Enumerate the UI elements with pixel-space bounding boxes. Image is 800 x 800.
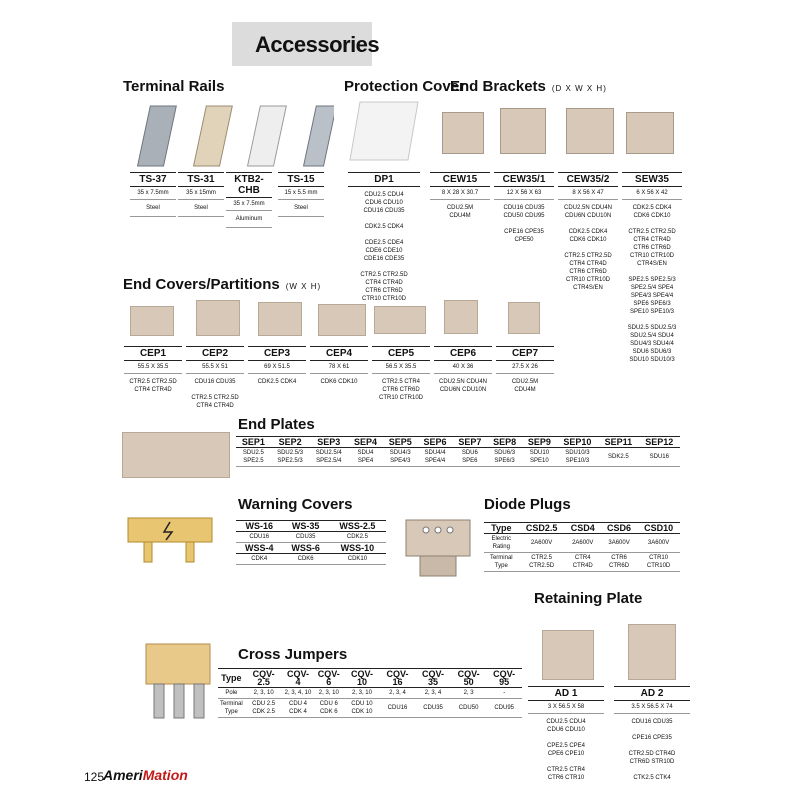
section-end-brackets: End Brackets (D X W X H)	[450, 78, 607, 95]
table-cell: CDK10	[329, 554, 386, 565]
bracket-1-label: CEW15	[430, 172, 490, 187]
section-diode-plugs: Diode Plugs	[484, 496, 571, 513]
end-covers-dimension-note: (W X H)	[285, 282, 322, 291]
table-header-cell: WSS-10	[329, 543, 386, 554]
rail-1-dimensions: 35 x 7.5mm	[130, 187, 176, 200]
end-cover-1-label: CEP1	[124, 346, 182, 361]
end-plate-image	[122, 432, 230, 478]
cew35-2-image	[566, 108, 614, 154]
end-cover-6-column	[434, 346, 492, 394]
row-label: Electric Rating	[484, 534, 519, 553]
end-cover-3-column	[248, 346, 306, 386]
rail-2-material: Steel	[178, 200, 224, 217]
end-cover-1-dimensions: 55.5 X 35.5	[124, 361, 182, 374]
table-cell: 2, 3	[451, 688, 487, 699]
table-cell: CDU35	[282, 532, 328, 543]
bracket-2-codes: CDU16 CDU35 CDU50 CDU95 CPE16 CPE35 CPE50	[503, 205, 545, 243]
bracket-3-label: CEW35/2	[558, 172, 618, 187]
end-cover-4-column	[310, 346, 368, 386]
end-brackets-dimension-note: (D X W X H)	[551, 84, 607, 93]
retaining-plate-1-dimensions: 3 X 56.5 X 58	[528, 701, 604, 714]
table-header-cell: CQV-2.5	[245, 669, 283, 688]
sew35-image	[626, 112, 674, 154]
rail-1-label: TS-37	[130, 172, 176, 187]
bracket-2-column	[494, 172, 554, 244]
bracket-2-dimensions: 12 X 56 X 63	[494, 187, 554, 200]
table-cell: SDU10/3 SPE10/3	[557, 448, 598, 467]
rail-4-column	[278, 172, 324, 217]
table-cell: 2, 3, 4	[415, 688, 451, 699]
bracket-4-codes: CDK2.5 CDK4 CDK6 CDK10 CTR2.5 CTR2.5D CTR4 CTR4D CTR6 CTR6D CTR10 CTR10D CTR4S/EN SPE2.5 SPE2.5/3 SPE2.5/4 SPE4 SPE4/3 SPE4/4 SPE6 SPE6/3 SPE10 SPE10/3 SDU2.5 SDU2.5/3 SDU2.5/4 SDU4 SDU4/3 SDU4/4 SDU6 SDU6/3 SDU10 SDU10/3	[627, 205, 677, 363]
table-header-cell: WS-16	[236, 521, 282, 532]
table-header-cell: CQV-6	[313, 669, 344, 688]
section-end-covers: End Covers/Partitions (W X H)	[123, 276, 322, 293]
section-terminal-rails: Terminal Rails	[123, 78, 225, 95]
table-cell: SDU4 SPE4	[348, 448, 383, 467]
table-cell: 2, 3, 4	[380, 688, 416, 699]
cep1-image	[130, 306, 174, 336]
cew35-1-image	[500, 108, 546, 154]
table-header-cell: SEP8	[487, 437, 522, 448]
bracket-1-codes: CDU2.5M CDU4M	[446, 205, 474, 219]
cew15-image	[442, 112, 484, 154]
section-warning-covers: Warning Covers	[238, 496, 353, 513]
bracket-1-dimensions: 8 X 28 X 30.7	[430, 187, 490, 200]
ad1-image	[542, 630, 594, 680]
warning-covers-table	[236, 520, 386, 565]
end-cover-6-label: CEP6	[434, 346, 492, 361]
table-cell: CDU16	[380, 699, 416, 718]
row-label: Terminal Type	[484, 553, 519, 572]
table-header-cell: CQV-4	[283, 669, 314, 688]
end-cover-6-codes: CDU2.5N CDU4N CDU6N CDU10N	[438, 379, 487, 393]
bracket-3-codes: CDU2.5N CDU4N CDU6N CDU10N CDK2.5 CDK4 CDK6 CDK10 CTR2.5 CTR2.5D CTR4 CTR4D CTR6 CTR6D CTR10 CTR10D CTR4S/EN	[563, 205, 612, 291]
table-header-cell: CSD6	[601, 523, 637, 534]
cep5-image	[374, 306, 426, 334]
retaining-plate-1-codes: CDU2.5 CDU4 CDU6 CDU10 CPE2.5 CPE4 CPE6 CPE10 CTR2.5 CTR4 CTR6 CTR10	[546, 719, 586, 781]
table-cell: SDU4/4 SPE4/4	[418, 448, 453, 467]
table-cell: CDU16	[236, 532, 282, 543]
rail-4-dimensions: 15 x 5.5 mm	[278, 187, 324, 200]
table-header-cell: WSS-2.5	[329, 521, 386, 532]
end-cover-4-codes: CDK6 CDK10	[320, 379, 358, 385]
cross-jumper-image	[136, 636, 222, 728]
table-header-cell: CQV-10	[344, 669, 380, 688]
table-cell: CDU95	[486, 699, 522, 718]
end-cover-3-codes: CDK2.5 CDK4	[257, 379, 297, 385]
retaining-plate-1-label: AD 1	[528, 686, 604, 701]
end-cover-5-label: CEP5	[372, 346, 430, 361]
table-cell: 2, 3, 10	[344, 688, 380, 699]
cep2-image	[196, 300, 240, 336]
table-cell: SDU2.5/4 SPE2.5/4	[309, 448, 348, 467]
table-cell: 2A600V	[519, 534, 565, 553]
end-cover-2-label: CEP2	[186, 346, 244, 361]
page-title: Accessories	[255, 32, 380, 57]
section-protection-cover: Protection Cover	[344, 78, 465, 95]
cross-jumpers-table	[218, 668, 522, 718]
table-cell: SDU16	[639, 448, 680, 467]
rail-4-label: TS-15	[278, 172, 324, 187]
end-cover-1-codes: CTR2.5 CTR2.5D CTR4 CTR4D	[129, 379, 177, 393]
table-header-cell: CSD2.5	[519, 523, 565, 534]
table-header-cell: SEP1	[236, 437, 271, 448]
end-cover-7-codes: CDU2.5M CDU4M	[511, 379, 539, 393]
table-header-cell: SEP7	[452, 437, 487, 448]
end-cover-5-dimensions: 56.5 X 35.5	[372, 361, 430, 374]
table-cell: CDU35	[415, 699, 451, 718]
table-header-cell: SEP5	[383, 437, 418, 448]
end-cover-7-column	[496, 346, 554, 394]
table-cell: SDU10 SPE10	[522, 448, 557, 467]
table-cell: SDU4/3 SPE4/3	[383, 448, 418, 467]
bracket-3-column	[558, 172, 618, 292]
rail-3-label: KTB2-CHB	[226, 172, 272, 198]
end-cover-3-dimensions: 69 X 51.5	[248, 361, 306, 374]
retaining-plate-2-codes: CDU16 CDU35 CPE16 CPE35 CTR2.5D CTR4D CTR6D STR10D CTK2.5 CTK4	[628, 719, 676, 781]
table-cell: 2, 3, 10	[313, 688, 344, 699]
table-cell: CDK2.5	[329, 532, 386, 543]
table-cell: CDU50	[451, 699, 487, 718]
table-header-cell: CQV-16	[380, 669, 416, 688]
brand-logo: AmeriMation	[103, 767, 188, 783]
terminal-rails-image	[122, 98, 334, 170]
cep6-image	[444, 300, 478, 334]
cep4-image	[318, 304, 366, 336]
rail-4-material: Steel	[278, 200, 324, 217]
end-cover-2-column	[186, 346, 244, 410]
table-cell: CDU 10 CDK 10	[344, 699, 380, 718]
rail-1-column	[130, 172, 176, 217]
table-header-cell: Type	[484, 523, 519, 534]
cep7-image	[508, 302, 540, 334]
end-cover-7-dimensions: 27.5 X 26	[496, 361, 554, 374]
protection-cover-label: DP1	[348, 172, 420, 187]
table-cell: CTR2.5 CTR2.5D	[519, 553, 565, 572]
table-cell: 2, 3, 10	[245, 688, 283, 699]
table-cell: CDU 6 CDK 6	[313, 699, 344, 718]
table-cell: SDK2.5	[598, 448, 639, 467]
bracket-1-column	[430, 172, 490, 220]
table-cell: CDU 2.5 CDK 2.5	[245, 699, 283, 718]
retaining-plate-2-label: AD 2	[614, 686, 690, 701]
table-header-cell: SEP6	[418, 437, 453, 448]
table-header-cell: SEP3	[309, 437, 348, 448]
end-cover-7-label: CEP7	[496, 346, 554, 361]
table-header-cell: CQV-95	[486, 669, 522, 688]
diode-plugs-table	[484, 522, 680, 572]
table-cell: -	[486, 688, 522, 699]
table-header-cell: SEP9	[522, 437, 557, 448]
table-header-cell: SEP4	[348, 437, 383, 448]
table-cell: CDK4	[236, 554, 282, 565]
table-cell: SDU2.5 SPE2.5	[236, 448, 271, 467]
table-cell: CTR4 CTR4D	[565, 553, 601, 572]
table-header-cell: SEP12	[639, 437, 680, 448]
page-number: 125	[84, 770, 105, 784]
table-header-cell: WSS-6	[282, 543, 328, 554]
rail-3-material: Aluminum	[226, 211, 272, 228]
warning-cover-image	[124, 514, 216, 566]
table-header-cell: SEP10	[557, 437, 598, 448]
end-cover-2-dimensions: 55.5 X 51	[186, 361, 244, 374]
retaining-plate-2-dimensions: 3.5 X 56.5 X 74	[614, 701, 690, 714]
section-retaining-plate: Retaining Plate	[534, 590, 643, 607]
table-header-cell: SEP11	[598, 437, 639, 448]
end-cover-2-codes: CDU16 CDU35 CTR2.5 CTR2.5D CTR4 CTR4D	[191, 379, 239, 409]
rail-2-label: TS-31	[178, 172, 224, 187]
bracket-4-column	[622, 172, 682, 364]
table-cell: CTR10 CTR10D	[637, 553, 680, 572]
rail-2-column	[178, 172, 224, 217]
end-cover-4-label: CEP4	[310, 346, 368, 361]
row-label: Terminal Type	[218, 699, 245, 718]
end-cover-5-column	[372, 346, 430, 402]
row-label: Pole	[218, 688, 245, 699]
bracket-2-label: CEW35/1	[494, 172, 554, 187]
table-cell: CDK6	[282, 554, 328, 565]
table-header-cell: WSS-4	[236, 543, 282, 554]
end-cover-5-codes: CTR2.5 CTR4 CTR6 CTR6D CTR10 CTR10D	[378, 379, 423, 401]
end-cover-4-dimensions: 78 X 61	[310, 361, 368, 374]
protection-cover-codes: CDU2.5 CDU4 CDU6 CDU10 CDU16 CDU35 CDK2.5 CDK4 CDE2.5 CDE4 CDE6 CDE10 CDE16 CDE35 CTR2.5 CTR2.5D CTR4 CTR4D CTR6 CTR6D CTR10 CTR10D	[360, 192, 408, 302]
table-header-cell: CSD10	[637, 523, 680, 534]
table-header-cell: SEP2	[271, 437, 310, 448]
table-cell: 3A600V	[601, 534, 637, 553]
retaining-plate-2-column	[614, 686, 690, 782]
table-cell: CDU 4 CDK 4	[283, 699, 314, 718]
table-header-cell: CQV-50	[451, 669, 487, 688]
diode-plug-image	[398, 514, 478, 580]
retaining-plate-1-column	[528, 686, 604, 782]
bracket-3-dimensions: 8 X 56 X 47	[558, 187, 618, 200]
table-header-cell: CSD4	[565, 523, 601, 534]
table-cell: 2, 3, 4, 10	[283, 688, 314, 699]
rail-3-dimensions: 35 x 7.5mm	[226, 198, 272, 211]
section-end-plates: End Plates	[238, 416, 315, 433]
rail-2-dimensions: 35 x 15mm	[178, 187, 224, 200]
cep3-image	[258, 302, 302, 336]
bracket-4-label: SEW35	[622, 172, 682, 187]
table-cell: SDU6/3 SPE6/3	[487, 448, 522, 467]
table-header-cell: Type	[218, 669, 245, 688]
end-cover-1-column	[124, 346, 182, 394]
protection-cover-column	[348, 172, 420, 303]
table-header-cell: CQV-35	[415, 669, 451, 688]
section-cross-jumpers: Cross Jumpers	[238, 646, 348, 663]
table-cell: SDU2.5/3 SPE2.5/3	[271, 448, 310, 467]
table-cell: 2A600V	[565, 534, 601, 553]
protection-cover-image	[348, 98, 424, 166]
end-cover-3-label: CEP3	[248, 346, 306, 361]
end-cover-6-dimensions: 40 X 36	[434, 361, 492, 374]
rail-3-column	[226, 172, 272, 228]
rail-1-material: Steel	[130, 200, 176, 217]
bracket-4-dimensions: 6 X 56 X 42	[622, 187, 682, 200]
ad2-image	[628, 624, 676, 680]
table-cell: CTR6 CTR6D	[601, 553, 637, 572]
table-header-cell: WS-35	[282, 521, 328, 532]
table-cell: SDU6 SPE6	[452, 448, 487, 467]
table-cell: 3A600V	[637, 534, 680, 553]
end-plates-table	[236, 436, 680, 467]
